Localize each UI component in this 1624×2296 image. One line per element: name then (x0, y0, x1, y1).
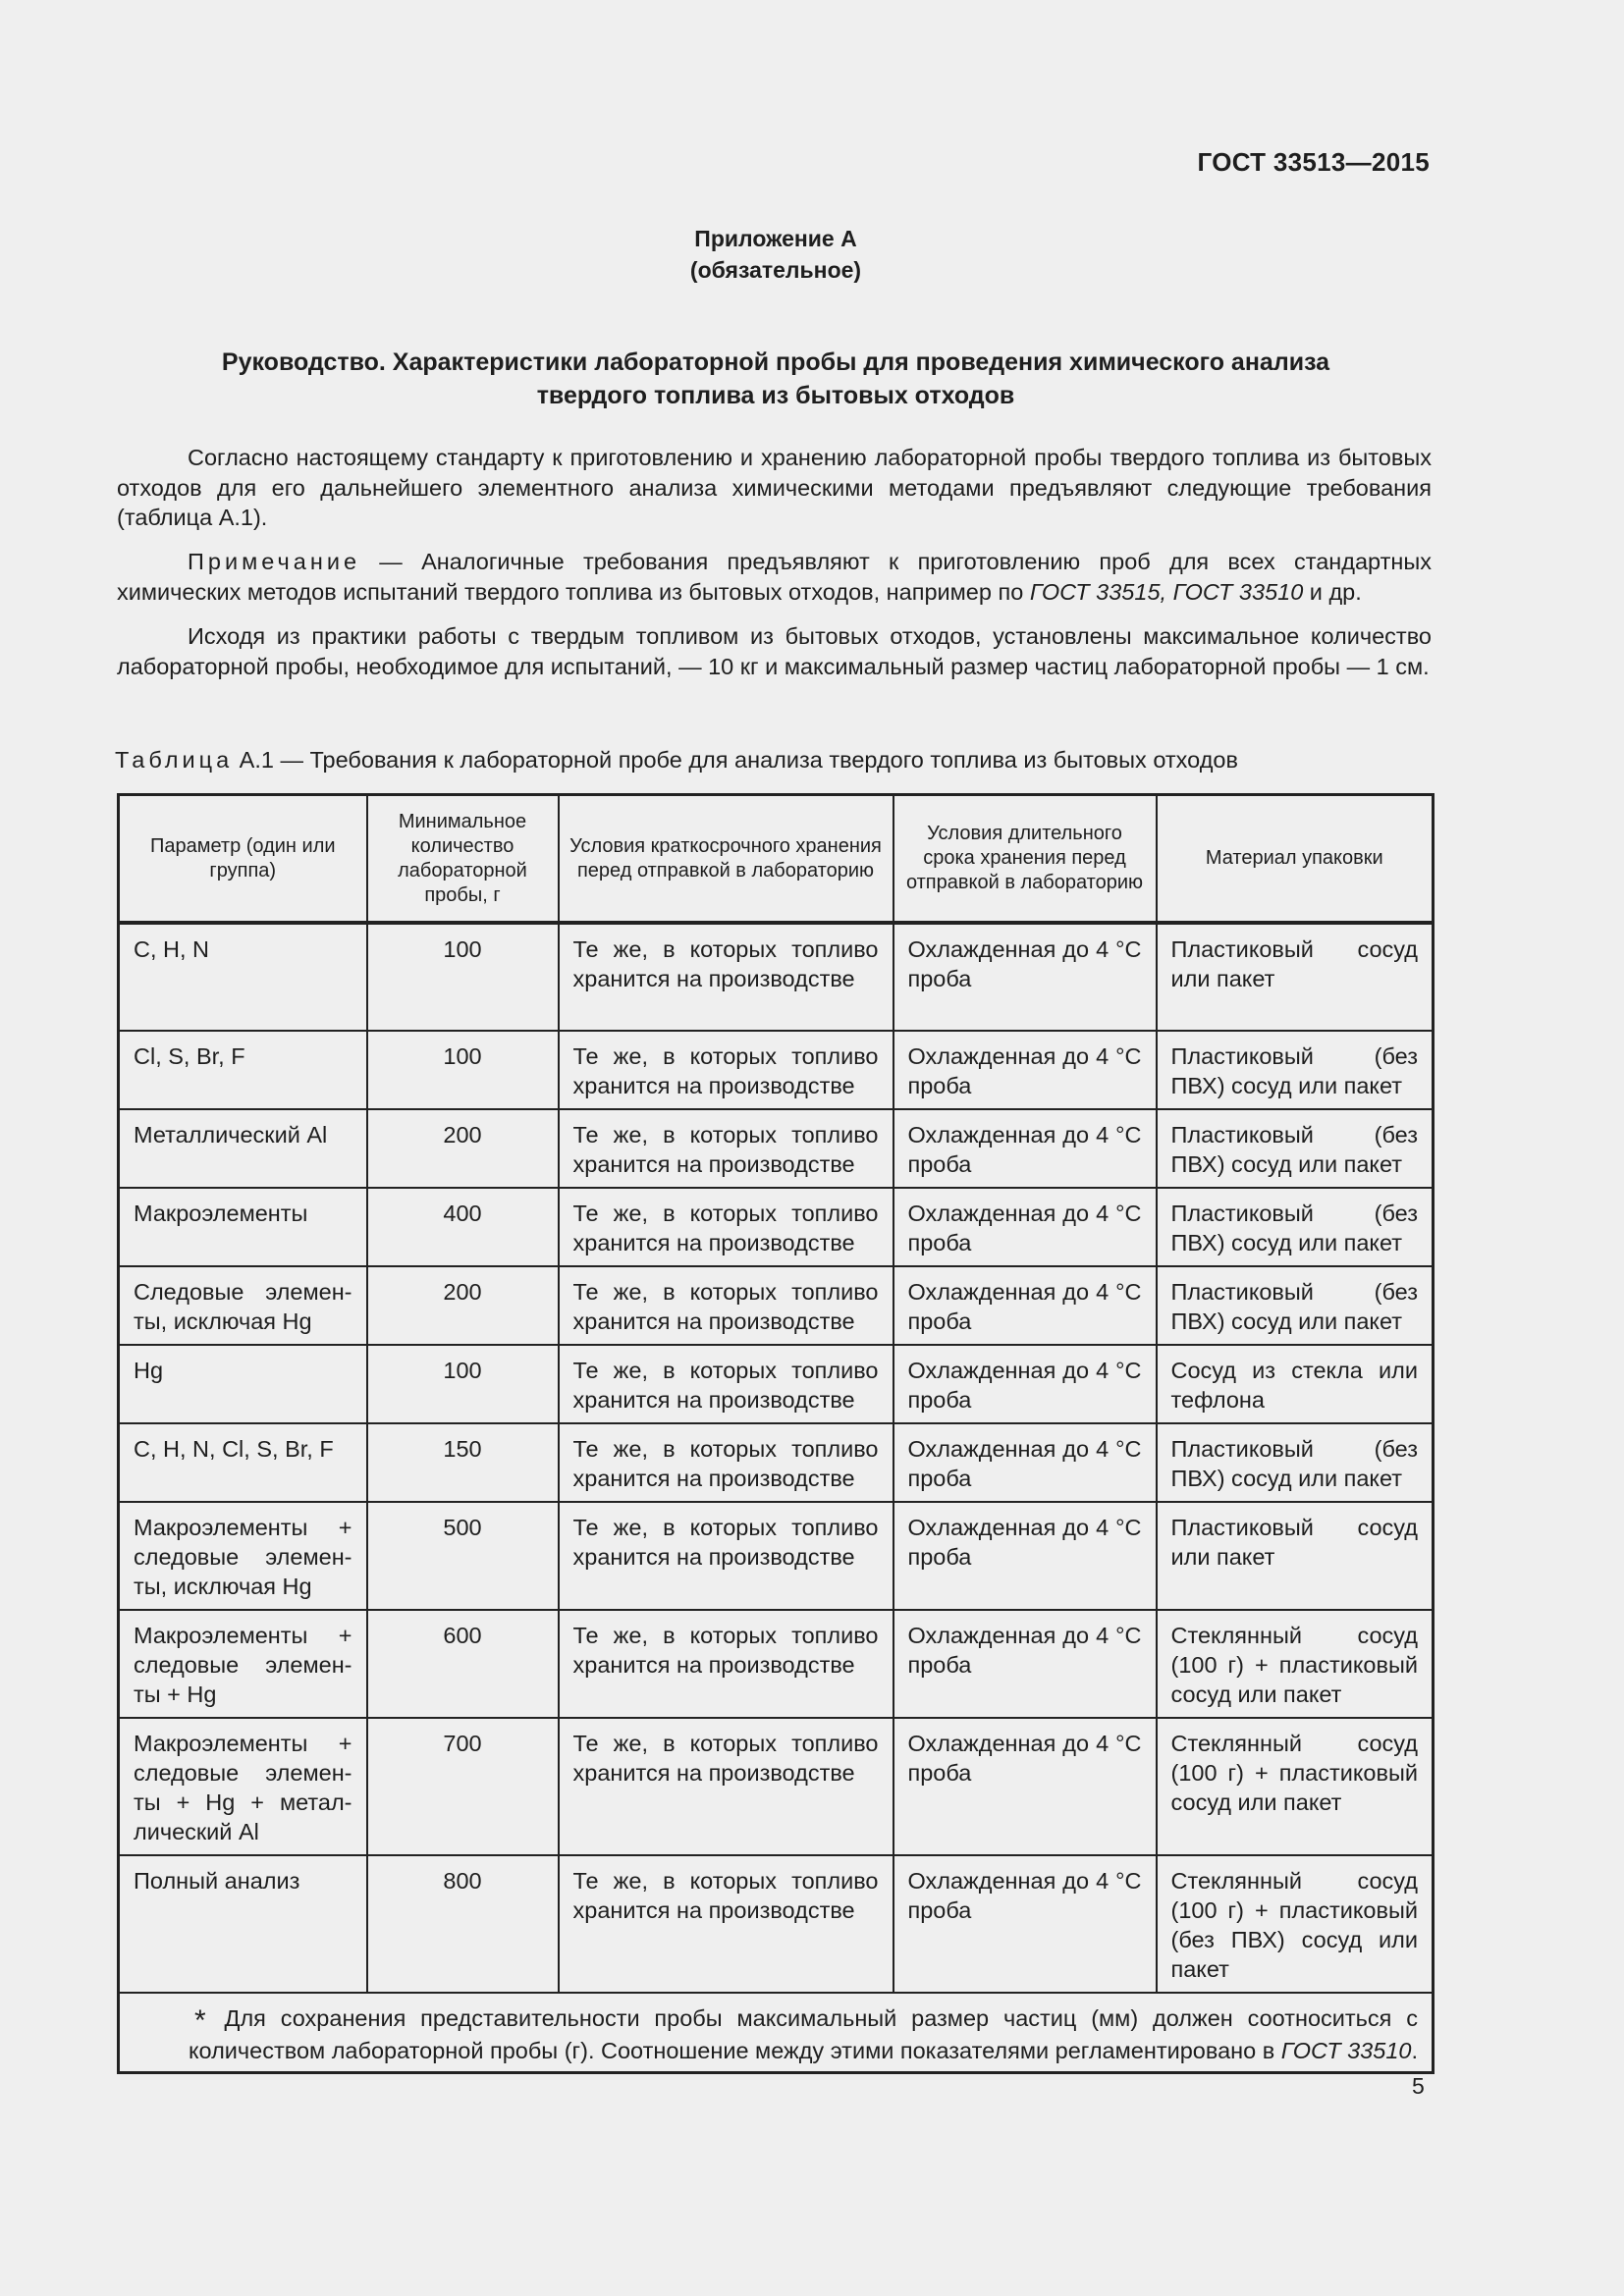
paragraph-note (117, 547, 1432, 607)
table-caption-text: А.1 — Требования к лабораторной пробе для анализа твердого топлива из бытовых отходов (233, 747, 1238, 773)
cell-long-storage: Охлажденная до 4 °С проба (893, 1345, 1157, 1423)
cell-parameter: C, H, N (119, 923, 367, 1031)
table-row (119, 1423, 1434, 1502)
cell-quantity: 200 (367, 1109, 559, 1188)
table-header-row (119, 795, 1434, 924)
table-caption-label: Таблица (115, 747, 234, 773)
cell-short-storage: Те же, в которых топливо хранится на производстве (559, 1423, 893, 1502)
table-row (119, 1109, 1434, 1188)
cell-packaging: Стеклянный сосуд (100 г) + пластиковый (без ПВХ) сосуд или пакет (1157, 1855, 1434, 1993)
standard-number: ГОСТ 33513—2015 (1197, 147, 1430, 177)
cell-quantity: 100 (367, 1345, 559, 1423)
footnote-end: . (1411, 2038, 1418, 2063)
annex-title: Приложение А (694, 226, 857, 251)
cell-parameter: Hg (119, 1345, 367, 1423)
table-row (119, 1502, 1434, 1610)
header-min-quantity: Минимальное количество лабораторной пробы, г (367, 795, 559, 924)
cell-packaging: Пластиковый (без ПВХ) сосуд или пакет (1157, 1188, 1434, 1266)
cell-short-storage: Те же, в которых топливо хранится на производстве (559, 1610, 893, 1718)
cell-quantity: 600 (367, 1610, 559, 1718)
table-footnote (119, 1993, 1434, 2073)
cell-parameter: Следовые элемен-ты, исключая Hg (119, 1266, 367, 1345)
cell-packaging: Пластиковый (без ПВХ) сосуд или пакет (1157, 1109, 1434, 1188)
footnote-mark: * (194, 2004, 206, 2037)
annex-status: (обязательное) (689, 257, 862, 283)
cell-long-storage: Охлажденная до 4 °С проба (893, 923, 1157, 1031)
footnote-text: Для сохранения представительности пробы максимальный размер частиц (мм) должен соотноситься с количеством лабораторной пробы (г). Соотношение между этими показателями регламентировано в (188, 2005, 1418, 2063)
table-row (119, 1855, 1434, 1993)
cell-short-storage: Те же, в которых топливо хранится на производстве (559, 1502, 893, 1610)
footnote-reference: ГОСТ 33510 (1280, 2038, 1412, 2063)
table-row (119, 1345, 1434, 1423)
cell-parameter: Макроэлементы + следовые элемен-ты + Hg (119, 1610, 367, 1718)
table-row (119, 923, 1434, 1031)
cell-quantity: 700 (367, 1718, 559, 1855)
cell-parameter: Полный анализ (119, 1855, 367, 1993)
section-heading-line-1: Руководство. Характеристики лабораторной пробы для проведения химического анализа (221, 348, 1330, 376)
cell-packaging: Сосуд из стекла или тефлона (1157, 1345, 1434, 1423)
table-row (119, 1188, 1434, 1266)
section-heading-line-2: твердого топлива из бытовых отходов (536, 382, 1015, 409)
section-heading (118, 346, 1434, 412)
note-text: — Аналогичные требования предъявляют к приготовлению проб для всех стандартных химических методов испытаний твердого топлива из бытовых отходов, например по (117, 549, 1432, 605)
cell-parameter: Макроэлементы + следовые элемен-ты, исключая Hg (119, 1502, 367, 1610)
cell-parameter: Cl, S, Br, F (119, 1031, 367, 1109)
cell-quantity: 200 (367, 1266, 559, 1345)
cell-long-storage: Охлажденная до 4 °С проба (893, 1109, 1157, 1188)
cell-long-storage: Охлажденная до 4 °С проба (893, 1718, 1157, 1855)
cell-long-storage: Охлажденная до 4 °С проба (893, 1855, 1157, 1993)
cell-short-storage: Те же, в которых топливо хранится на производстве (559, 1031, 893, 1109)
note-end: и др. (1303, 578, 1362, 605)
cell-quantity: 150 (367, 1423, 559, 1502)
requirements-table (117, 793, 1435, 2074)
cell-long-storage: Охлажденная до 4 °С проба (893, 1266, 1157, 1345)
cell-short-storage: Те же, в которых топливо хранится на производстве (559, 1345, 893, 1423)
header-short-storage: Условия краткосрочного хранения перед отправкой в лабораторию (559, 795, 893, 924)
cell-parameter: Металлический Al (119, 1109, 367, 1188)
cell-long-storage: Охлажденная до 4 °С проба (893, 1031, 1157, 1109)
table-row (119, 1610, 1434, 1718)
table-caption (115, 745, 1238, 774)
cell-quantity: 100 (367, 923, 559, 1031)
table-row (119, 1031, 1434, 1109)
cell-long-storage: Охлажденная до 4 °С проба (893, 1610, 1157, 1718)
cell-packaging: Пластиковый (без ПВХ) сосуд или пакет (1157, 1266, 1434, 1345)
header-parameter: Параметр (один или группа) (119, 795, 367, 924)
cell-packaging: Пластиковый сосуд или пакет (1157, 1502, 1434, 1610)
cell-packaging: Пластиковый (без ПВХ) сосуд или пакет (1157, 1423, 1434, 1502)
cell-quantity: 100 (367, 1031, 559, 1109)
cell-short-storage: Те же, в которых топливо хранится на производстве (559, 1855, 893, 1993)
header-long-storage: Условия длительного срока хранения перед отправкой в лабораторию (893, 795, 1157, 924)
cell-short-storage: Те же, в которых топливо хранится на производстве (559, 1718, 893, 1855)
cell-parameter: Макроэлементы + следовые элемен-ты + Hg + метал-лический Al (119, 1718, 367, 1855)
table-row (119, 1718, 1434, 1855)
header-packaging: Материал упаковки (1157, 795, 1434, 924)
paragraph-intro: Согласно настоящему стандарту к приготовлению и хранению лабораторной пробы твердого топлива из бытовых отходов для его дальнейшего элементного анализа химическими методами предъявляют следующие требования (таблица А.1). (117, 445, 1432, 530)
cell-short-storage: Те же, в которых топливо хранится на производстве (559, 923, 893, 1031)
cell-short-storage: Те же, в которых топливо хранится на производстве (559, 1188, 893, 1266)
cell-short-storage: Те же, в которых топливо хранится на производстве (559, 1109, 893, 1188)
cell-long-storage: Охлажденная до 4 °С проба (893, 1188, 1157, 1266)
page-number: 5 (1412, 2073, 1425, 2099)
note-reference: ГОСТ 33515, ГОСТ 33510 (1029, 578, 1304, 605)
cell-quantity: 400 (367, 1188, 559, 1266)
cell-long-storage: Охлажденная до 4 °С проба (893, 1423, 1157, 1502)
cell-short-storage: Те же, в которых топливо хранится на производстве (559, 1266, 893, 1345)
cell-quantity: 800 (367, 1855, 559, 1993)
cell-parameter: Макроэлементы (119, 1188, 367, 1266)
cell-packaging: Пластиковый сосуд или пакет (1157, 923, 1434, 1031)
cell-packaging: Стеклянный сосуд (100 г) + пластиковый сосуд или пакет (1157, 1718, 1434, 1855)
cell-parameter: C, H, N, Cl, S, Br, F (119, 1423, 367, 1502)
note-label: Примечание (188, 549, 361, 574)
cell-packaging: Пластиковый (без ПВХ) сосуд или пакет (1157, 1031, 1434, 1109)
paragraph-practice: Исходя из практики работы с твердым топливом из бытовых отходов, установлены максимальное количество лабораторной пробы, необходимое для испытаний, — 10 кг и максимальный размер частиц лабораторной пробы — 1 см. (117, 623, 1432, 679)
table-row (119, 1266, 1434, 1345)
cell-quantity: 500 (367, 1502, 559, 1610)
cell-packaging: Стеклянный сосуд (100 г) + пластиковый сосуд или пакет (1157, 1610, 1434, 1718)
cell-long-storage: Охлажденная до 4 °С проба (893, 1502, 1157, 1610)
table-footnote-row (119, 1993, 1434, 2073)
